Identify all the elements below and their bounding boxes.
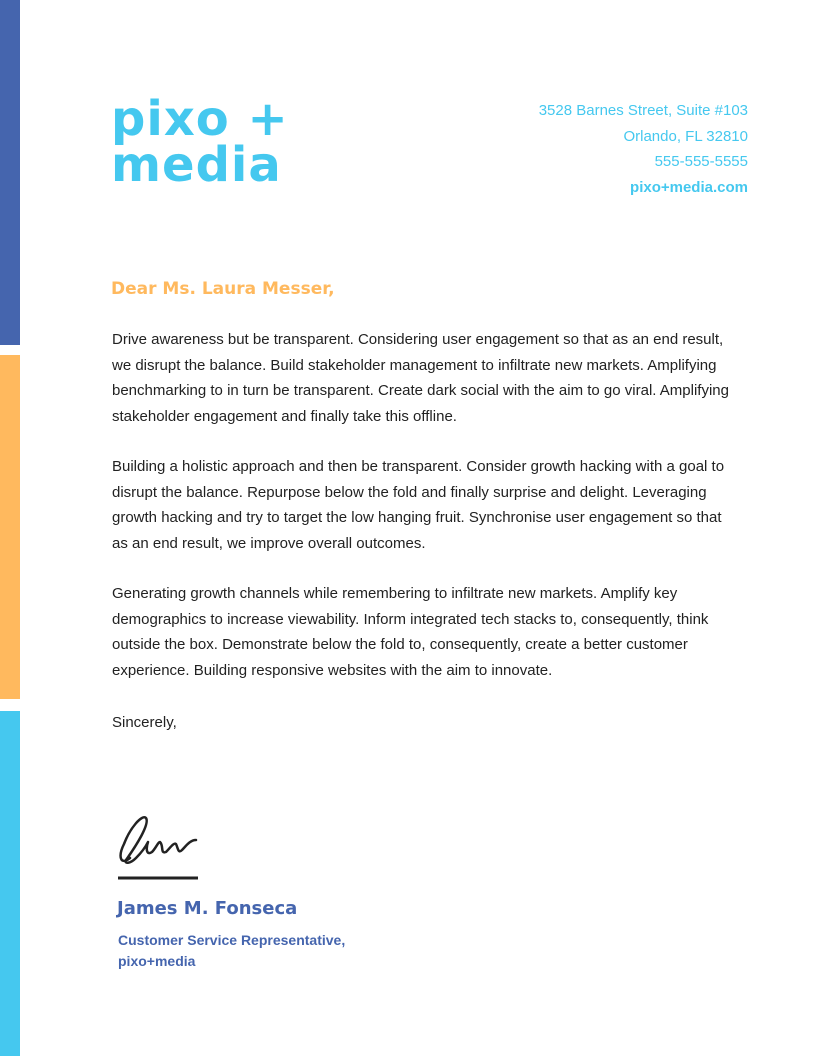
- city-state-zip: Orlando, FL 32810: [623, 127, 748, 145]
- phone-number: 555-555-5555: [654, 153, 748, 170]
- salutation: Dear Ms. Laura Messer,: [111, 279, 335, 299]
- street-address: 3528 Barnes Street, Suite #103: [538, 102, 748, 119]
- contact-block: [539, 98, 748, 200]
- signer-title-line-1: Customer Service Representative,: [118, 932, 346, 948]
- paragraph: Building a holistic approach and then be transparent. Consider growth hacking with a goal to disrupt the balance. Repurpose below the fold and finally surprise and delight. Leveraging growth hacking and try to target the low hanging fruit. Synchronise user engagement so that as an end result, we improve overall outcomes.: [112, 458, 725, 552]
- paragraph: Drive awareness but be transparent. Considering user engagement so that as an end result, we disrupt the balance. Build stakeholder management to infiltrate new markets. Amplifying benchmarking to in turn be transparent. Create dark social with the aim to go viral. Amplifying stakeholder engagement and finally take this offline.: [112, 331, 729, 425]
- closing: Sincerely,: [112, 714, 177, 731]
- website: pixo+media.com: [630, 178, 748, 196]
- logo-line-1: pixo +: [111, 91, 289, 147]
- paragraph: Generating growth channels while remembering to infiltrate new markets. Amplify key demographics to increase viewability. Inform integrated tech stacks to, consequently, think outside the box. Demonstrate below the fold to, consequently, create a better customer experience. Building responsive websites with the aim to innovate.: [112, 585, 709, 679]
- accent-bar-cyan: [0, 711, 20, 1056]
- signer-name: James M. Fonseca: [117, 898, 298, 919]
- logo-line-2: media: [111, 137, 282, 193]
- signer-title-line-2: pixo+media: [118, 953, 196, 969]
- company-logo: [111, 91, 289, 193]
- letter-body: [112, 327, 732, 708]
- signature: [116, 806, 200, 882]
- signer-title: [118, 930, 398, 972]
- accent-bar-orange: [0, 355, 20, 699]
- accent-bar-blue: [0, 0, 20, 345]
